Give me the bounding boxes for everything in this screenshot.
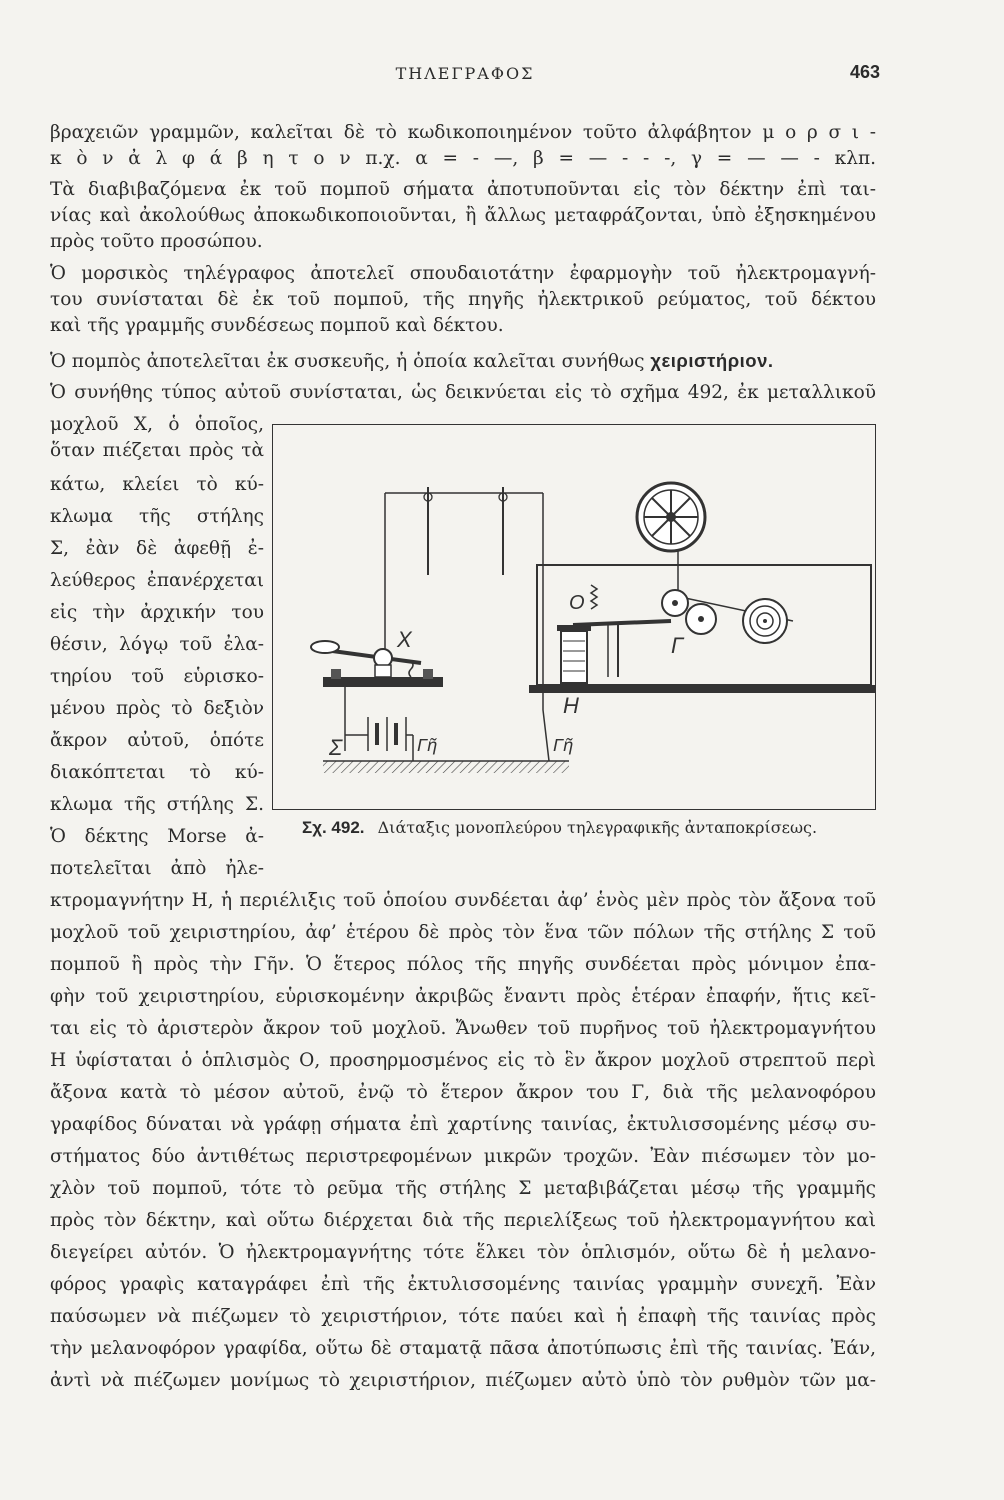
text-line: Ὁ συνήθης τύπος αὐτοῦ συνίσταται, ὡς δεικνύεται εἰς τὸ σχῆμα 492, ἐκ μεταλλικοῦ (50, 382, 876, 403)
text-line: κτρομαγνήτην Η, ἡ περιέλιξις τοῦ ὁποίου συνδέεται ἀφ’ ἑνὸς μὲν πρὸς τὸν ἄξονα τοῦ (50, 890, 876, 911)
side-line: λεύθερος ἐπανέρχεται (50, 570, 264, 591)
side-line: ποτελεῖται ἀπὸ ἠλε- (50, 858, 264, 879)
page-number: 463 (849, 62, 880, 82)
text-line: διεγείρει αὐτόν. Ὁ ἠλεκτρομαγνήτης τότε ἕλκει τὸν ὁπλισμόν, οὕτω δὲ ἡ μελανο- (50, 1242, 876, 1263)
caption-text: Διάταξις μονοπλεύρου τηλεγραφικῆς ἀνταποκρίσεως. (377, 818, 818, 837)
bold-term: χειριστήριον. (650, 350, 774, 371)
label-O: O (569, 592, 585, 614)
label-Gamma: Γ (671, 633, 684, 658)
label-ground-left: Γῆ (417, 735, 438, 755)
text-line: ἄξονα κατὰ τὸ μέσον αὐτοῦ, ἐνῷ τὸ ἕτερον ἄκρον του Γ, διὰ τῆς μελανοφόρου (50, 1082, 876, 1103)
side-line: μένου πρὸς τὸ δεξιὸν (50, 698, 264, 719)
figure-caption (302, 818, 817, 838)
text-line: τὴν μελανοφόρον γραφίδα, οὕτω δὲ σταματᾷ πᾶσα ἀποτύπωσις ἐπὶ τῆς ταινίας. Ἐάν, (50, 1338, 876, 1359)
text-line: Τὰ διαβιβαζόμενα ἐκ τοῦ πομποῦ σήματα ἀποτυποῦνται εἰς τὸν δέκτην ἐπὶ ται- (50, 179, 876, 200)
side-line: διακόπτεται τὸ κύ- (50, 762, 264, 783)
text-line: ται εἰς τὸ ἀριστερὸν ἄκρον τοῦ μοχλοῦ. Ἄνωθεν τοῦ πυρῆνος τοῦ ἠλεκτρομαγνήτου (50, 1018, 876, 1039)
side-line: μοχλοῦ Χ, ὁ ὁποῖος, (50, 414, 264, 435)
text-line: φὴν τοῦ χειριστηρίου, εὑρισκομένην ἀκριβῶς ἔναντι πρὸς ἑτέραν ἐπαφήν, ἥτις κεῖ- (50, 986, 876, 1007)
side-line: κάτω, κλείει τὸ κύ- (50, 474, 264, 495)
label-X: X (397, 627, 412, 652)
text-line: παύσωμεν νὰ πιέζωμεν τὸ χειριστήριον, τότε παύει καὶ ἡ ἐπαφὴ τῆς ταινίας πρὸς (50, 1306, 876, 1327)
text-line: στήματος δύο ἀντιθέτως περιστρεφομένων μικρῶν τροχῶν. Ἐὰν πιέσωμεν τὸν μο- (50, 1146, 876, 1167)
side-line: Ὁ δέκτης Morse ἀ- (50, 826, 264, 847)
text-line: χλὸν τοῦ πομποῦ, τότε τὸ ρεῦμα τῆς στήλης Σ μεταβιβάζεται μέσῳ τῆς γραμμῆς (50, 1178, 876, 1199)
side-line: ὅταν πιέζεται πρὸς τὰ (50, 440, 264, 461)
text-line: γραφίδος δύναται νὰ γράφῃ σήματα ἐπὶ χαρτίνης ταινίας, ἐκτυλισσομένης μέσῳ συ- (50, 1114, 876, 1135)
receiver-base (529, 685, 875, 693)
ground-strip (323, 761, 569, 773)
side-line: ἄκρον αὐτοῦ, ὁπότε (50, 730, 264, 751)
side-line: κλωμα τῆς στήλης Σ. (50, 794, 264, 815)
text-line: κ ὸ ν ἀ λ φ ά β η τ ο ν π.χ. α = - —, β = — - - -, γ = — — - κλπ. (50, 148, 876, 169)
text-line: νίας καὶ ἀκολούθως ἀποκωδικοποιοῦνται, ἢ ἄλλως μεταφράζονται, ὑπὸ ἐξησκημένου (50, 205, 876, 226)
running-title: ΤΗΛΕΓΡΑΦΟΣ (395, 64, 535, 83)
label-sigma: Σ (329, 735, 343, 760)
text-fragment: Ὁ πομπὸς ἀποτελεῖται ἐκ συσκευῆς, ἡ ὁποία καλεῖται συνήθως (50, 351, 645, 372)
telegraph-diagram (273, 425, 877, 811)
figure-492 (272, 424, 876, 810)
label-ground-right: Γῆ (553, 735, 574, 755)
text-line: καὶ τῆς γραμμῆς συνδέσεως πομποῦ καὶ δέκτου. (50, 315, 504, 336)
electromagnet (561, 631, 587, 683)
side-line: Σ, ἐὰν δὲ ἀφεθῇ ἐ- (50, 538, 264, 559)
text-line: του συνίσταται δὲ ἐκ τοῦ πομποῦ, τῆς πηγῆς ἠλεκτρικοῦ ρεύματος, τοῦ δέκτου (50, 289, 876, 310)
text-line-with-term (50, 348, 876, 375)
text-line: ἀντὶ νὰ πιέζωμεν μονίμως τὸ χειριστήριον, πιέζωμεν αὐτὸ ὑπὸ τὸν ρυθμὸν τῶν μα- (50, 1370, 876, 1391)
text-line: φόρος γραφὶς καταγράφει ἐπὶ τῆς ἐκτυλισσομένης ταινίας γραμμὴν συνεχῆ. Ἐὰν (50, 1274, 876, 1295)
page-header (50, 60, 880, 90)
text-line: πομποῦ ἢ πρὸς τὴν Γῆν. Ὁ ἕτερος πόλος τῆς πηγῆς συνδέεται πρὸς μόνιμον ἐπα- (50, 954, 876, 975)
armature-lever (573, 621, 671, 625)
label-H: H (563, 693, 579, 718)
text-line: Ὁ μορσικὸς τηλέγραφος ἀποτελεῖ σπουδαιοτάτην ἐφαρμογὴν τοῦ ἠλεκτρομαγνή- (50, 263, 876, 284)
side-line: κλωμα τῆς στήλης (50, 506, 264, 527)
text-line: βραχειῶν γραμμῶν, καλεῖται δὲ τὸ κωδικοποιημένον τοῦτο ἀλφάβητον μ ο ρ σ ι - (50, 122, 876, 143)
key-knob (311, 641, 339, 653)
text-line: πρὸς τὸν δέκτην, καὶ οὕτω διέρχεται διὰ τῆς περιελίξεως τοῦ ἠλεκτρομαγνήτου καὶ (50, 1210, 876, 1231)
text-line: πρὸς τοῦτο προσώπου. (50, 231, 263, 252)
side-line: τηρίου τοῦ εὑρισκο- (50, 666, 264, 687)
spring (591, 585, 597, 609)
side-line: εἰς τὴν ἀρχικήν του (50, 602, 264, 623)
text-line: Η ὑφίσταται ὁ ὁπλισμὸς Ο, προσηρμοσμένος εἰς τὸ ἓν ἄκρον μοχλοῦ στρεπτοῦ περὶ (50, 1050, 876, 1071)
caption-number: Σχ. 492. (302, 818, 365, 837)
side-line: θέσιν, λόγῳ τοῦ ἐλα- (50, 634, 264, 655)
text-line: μοχλοῦ τοῦ χειριστηρίου, ἀφ’ ἑτέρου δὲ πρὸς τὸν ἕνα τῶν πόλων τῆς στήλης Σ τοῦ (50, 922, 876, 943)
